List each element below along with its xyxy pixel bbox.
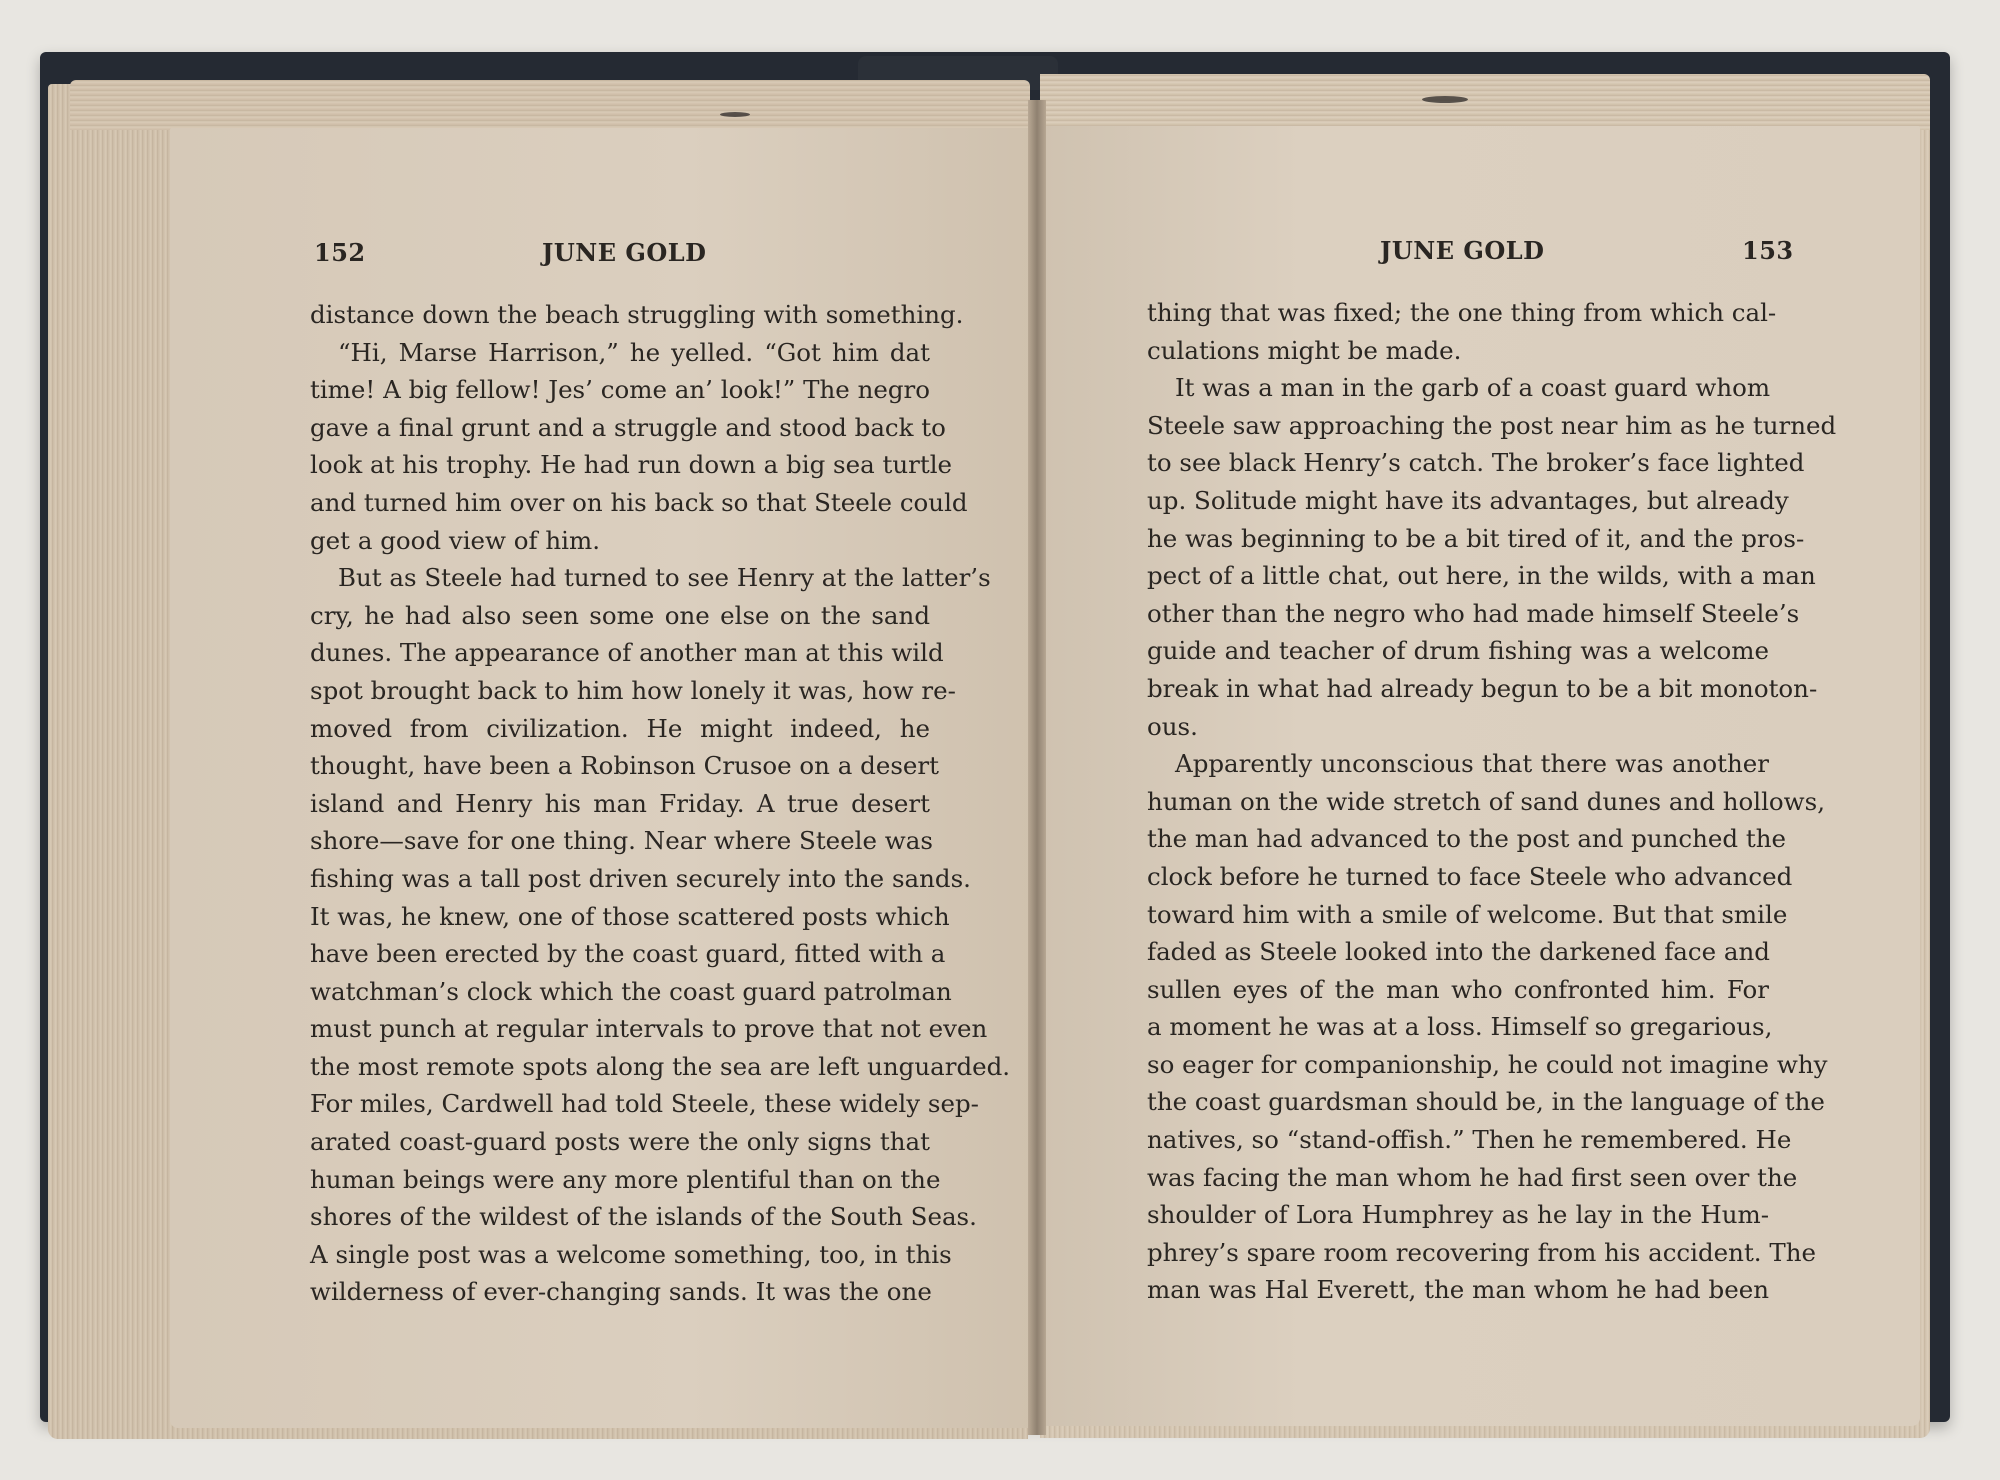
book-gutter: [1028, 100, 1046, 1435]
text-line: up. Solitude might have its advantages, but already: [1147, 485, 1789, 515]
running-title-right: JUNE GOLD: [1380, 236, 1545, 265]
text-line: the man had advanced to the post and punched the: [1147, 824, 1787, 854]
text-line: wilderness of ever-changing sands. It was the one: [310, 1277, 932, 1307]
text-line: shores of the wildest of the islands of the South Seas.: [310, 1202, 977, 1232]
text-line: was facing the man whom he had first seen over the: [1147, 1162, 1798, 1192]
text-line: have been erected by the coast guard, fitted with a: [310, 939, 946, 969]
text-line: fishing was a tall post driven securely into the sands.: [310, 863, 971, 893]
text-line: must punch at regular intervals to prove that not even: [310, 1014, 988, 1044]
left-page-top-edges: [70, 80, 1030, 130]
text-line: thing that was fixed; the one thing from which cal-: [1147, 298, 1777, 327]
right-page-top-edges: [1040, 74, 1930, 130]
left-page: [170, 128, 1036, 1428]
text-line: shore—save for one thing. Near where Steele was: [310, 826, 933, 856]
page-number-left: 152: [314, 238, 366, 267]
text-line: distance down the beach struggling with something.: [310, 300, 964, 329]
text-line: get a good view of him.: [310, 525, 601, 555]
text-line: toward him with a smile of welcome. But that smile: [1147, 899, 1788, 929]
text-line: shoulder of Lora Humphrey as he lay in the Hum-: [1147, 1200, 1769, 1230]
text-line: watchman’s clock which the coast guard patrolman: [310, 976, 952, 1006]
text-line: guide and teacher of drum fishing was a welcome: [1147, 636, 1769, 666]
text-line: It was a man in the garb of a coast guard whom: [1175, 373, 1771, 403]
ink-smudge: [720, 112, 750, 117]
text-line: sullen eyes of the man who confronted him. For: [1147, 974, 1769, 1004]
text-line: gave a final grunt and a struggle and stood back to: [310, 412, 946, 442]
text-line: But as Steele had turned to see Henry at the latter’s: [338, 563, 991, 593]
left-page-text: [310, 296, 1011, 1311]
text-line: and turned him over on his back so that Steele could: [310, 487, 968, 517]
text-line: Apparently unconscious that there was another: [1175, 749, 1769, 779]
text-line: A single post was a welcome something, too, in this: [310, 1239, 952, 1269]
text-line: It was, he knew, one of those scattered posts which: [310, 901, 950, 931]
right-page-text: [1147, 294, 1837, 1309]
text-line: the most remote spots along the sea are left unguarded.: [310, 1051, 1011, 1081]
text-line: the coast guardsman should be, in the language of the: [1147, 1087, 1825, 1117]
text-line: island and Henry his man Friday. A true desert: [310, 788, 930, 818]
text-line: moved from civilization. He might indeed, he: [310, 713, 930, 743]
text-line: Steele saw approaching the post near him as he turned: [1147, 410, 1837, 440]
text-line: dunes. The appearance of another man at this wild: [310, 638, 944, 668]
text-line: human beings were any more plentiful than on the: [310, 1164, 941, 1194]
text-line: he was beginning to be a bit tired of it, and the pros-: [1147, 523, 1805, 553]
text-line: “Hi, Marse Harrison,” he yelled. “Got him dat: [338, 337, 930, 367]
text-line: man was Hal Everett, the man whom he had been: [1147, 1275, 1769, 1305]
text-line: phrey’s spare room recovering from his accident. The: [1147, 1237, 1816, 1267]
text-line: spot brought back to him how lonely it was, how re-: [310, 675, 956, 705]
text-line: arated coast-guard posts were the only signs that: [310, 1127, 930, 1157]
running-title-left: JUNE GOLD: [542, 238, 707, 267]
text-line: look at his trophy. He had run down a big sea turtle: [310, 450, 953, 480]
text-line: break in what had already begun to be a bit monoton-: [1147, 673, 1818, 703]
text-line: natives, so “stand-offish.” Then he remembered. He: [1147, 1125, 1792, 1155]
text-line: For miles, Cardwell had told Steele, these widely sep-: [310, 1089, 979, 1119]
ink-smudge: [1422, 96, 1468, 103]
text-line: time! A big fellow! Jes’ come an’ look!” The negro: [310, 375, 930, 405]
text-line: other than the negro who had made himself Steele’s: [1147, 598, 1800, 628]
text-line: to see black Henry’s catch. The broker’s face lighted: [1147, 448, 1805, 478]
text-line: human on the wide stretch of sand dunes and hollows,: [1147, 786, 1826, 816]
text-line: clock before he turned to face Steele who advanced: [1147, 861, 1793, 891]
page-number-right: 153: [1742, 236, 1794, 265]
text-line: cry, he had also seen some one else on the sand: [310, 600, 930, 630]
text-line: pect of a little chat, out here, in the wilds, with a man: [1147, 561, 1816, 591]
text-line: faded as Steele looked into the darkened face and: [1147, 937, 1770, 967]
text-line: culations might be made.: [1147, 335, 1462, 365]
right-page: [1040, 126, 1920, 1426]
text-line: a moment he was at a loss. Himself so gregarious,: [1147, 1012, 1773, 1042]
text-line: ous.: [1147, 711, 1198, 741]
text-line: thought, have been a Robinson Crusoe on a desert: [310, 751, 939, 781]
text-line: so eager for companionship, he could not imagine why: [1147, 1049, 1828, 1079]
